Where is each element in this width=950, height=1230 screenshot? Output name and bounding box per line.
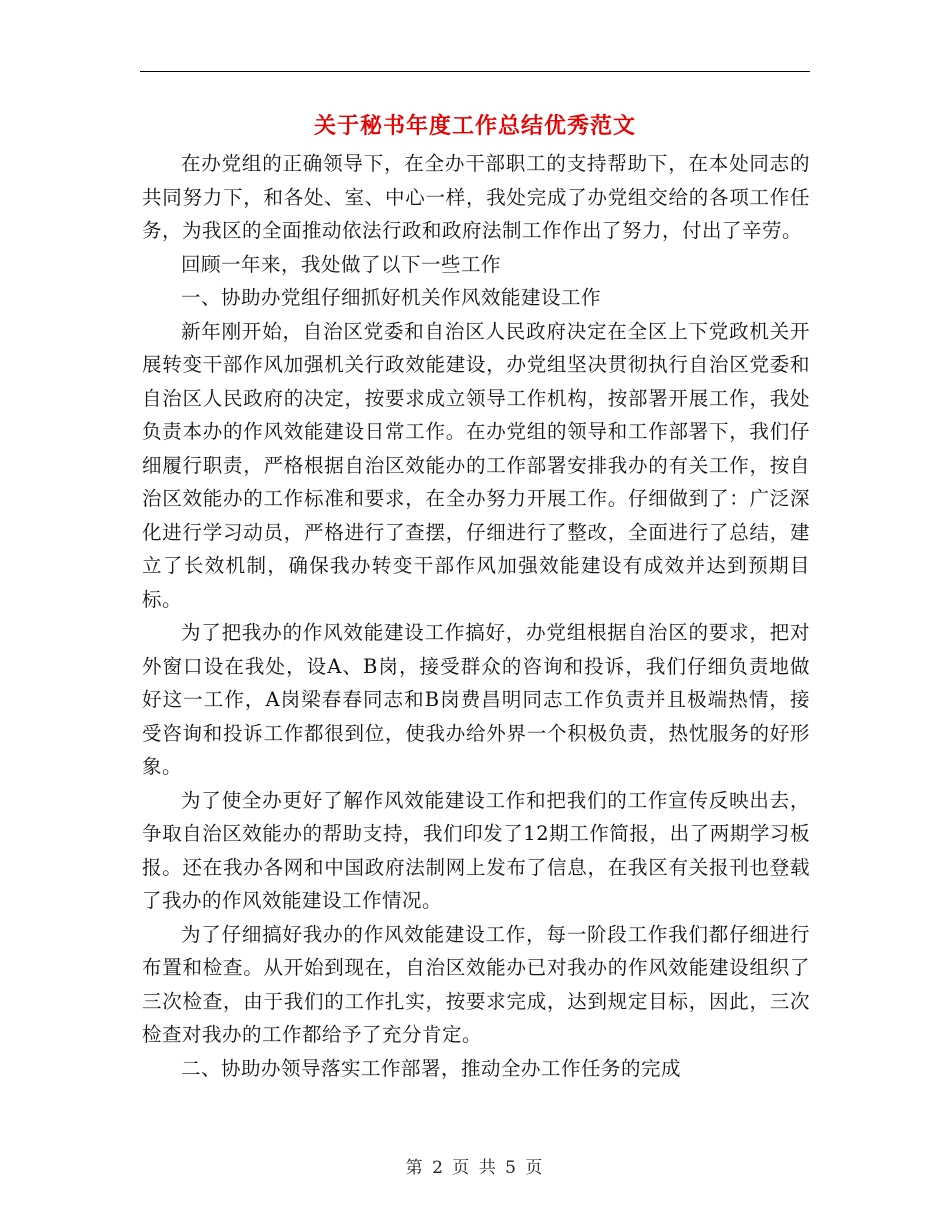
paragraph-review: 回顾一年来，我处做了以下一些工作: [181, 252, 502, 276]
document-title: 关于秘书年度工作总结优秀范文: [313, 113, 636, 139]
paragraph-window-post: 为了把我办的作风效能建设工作搞好，办党组根据自治区的要求，把对外窗口设在我处，设A、B岗，接受群众的咨询和投诉，我们仔细负责地做好这一工作，A岗梁春春同志和B岗费昌明同志工作负责并且极端热情，接受咨询和投诉工作都很到位，使我办给外界一个积极负责，热忱服务的好形象。: [142, 621, 810, 778]
document-body: [142, 147, 810, 1085]
section-heading-1: 一、协助办党组仔细抓好机关作风效能建设工作: [181, 286, 602, 309]
paragraph-inspection: 为了仔细搞好我办的作风效能建设工作，每一阶段工作我们都仔细进行布置和检查。从开始到现在，自治区效能办已对我办的作风效能建设组织了三次检查，由于我们的工作扎实，按要求完成，达到规定目标，因此，三次检查对我办的工作都给予了充分肯定。: [142, 922, 810, 1046]
paragraph-publicity: 为了使全办更好了解作风效能建设工作和把我们的工作宣传反映出去，争取自治区效能办的帮助支持，我们印发了12期工作简报，出了两期学习板报。还在我办各网和中国政府法制网上发布了信息，在我区有关报刊也登载了我办的作风效能建设工作情况。: [142, 788, 810, 912]
header-rule: [140, 71, 810, 72]
section-heading-2: 二、协助办领导落实工作部署，推动全办工作任务的完成: [181, 1056, 682, 1080]
page-number: 第 2 页 共 5 页: [405, 1158, 545, 1178]
paragraph-intro: 在办党组的正确领导下，在全办干部职工的支持帮助下，在本处同志的共同努力下，和各处、室、中心一样，我处完成了办党组交给的各项工作任务，为我区的全面推动依法行政和政府法制工作作出了努力，付出了辛劳。: [142, 152, 810, 242]
paragraph-new-year: 新年刚开始，自治区党委和自治区人民政府决定在全区上下党政机关开展转变干部作风加强机关行政效能建设，办党组坚决贯彻执行自治区党委和自治区人民政府的决定，按要求成立领导工作机构，按部署开展工作，我处负责本办的作风效能建设日常工作。在办党组的领导和工作部署下，我们仔细履行职责，严格根据自治区效能办的工作部署安排我办的有关工作，按自治区效能办的工作标准和要求，在全办努力开展工作。仔细做到了：广泛深化进行学习动员，严格进行了查摆，仔细进行了整改，全面进行了总结，建立了长效机制，确保我办转变干部作风加强效能建设有成效并达到预期目标。: [142, 319, 810, 611]
